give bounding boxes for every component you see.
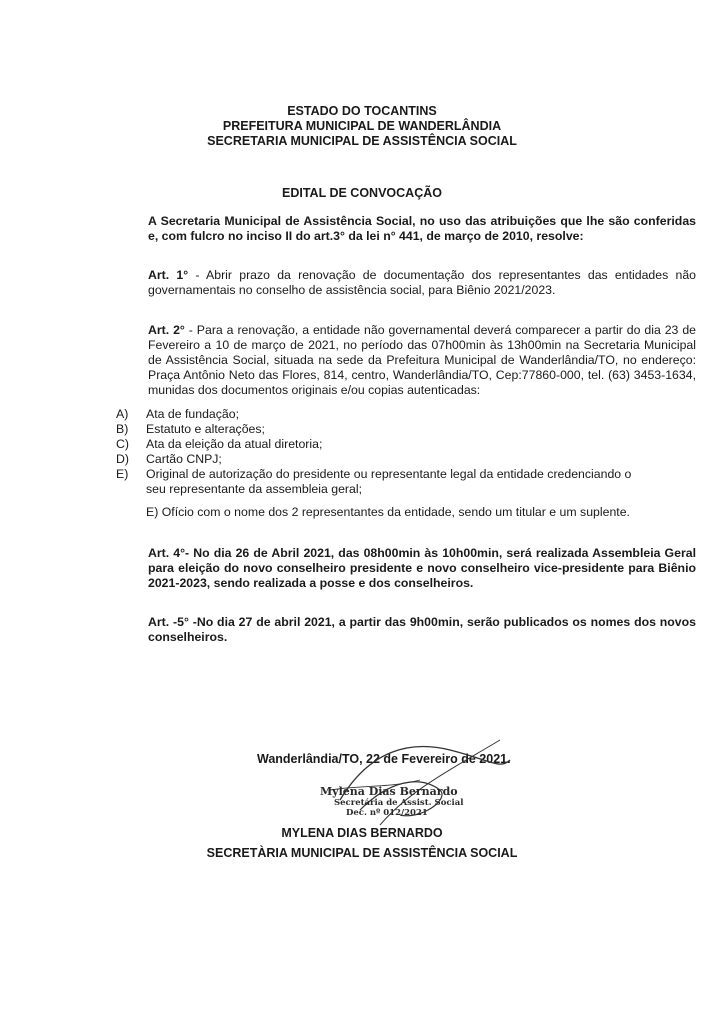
signatory-name: MYLENA DIAS BERNARDO	[281, 826, 443, 840]
list-marker: B)	[116, 422, 129, 436]
article-1	[104, 268, 696, 298]
signature-date: Wanderlândia/TO, 22 de Fevereiro de 2021.	[257, 752, 511, 766]
list-text: Ata de fundação;	[146, 407, 239, 421]
list-item	[116, 422, 652, 437]
list-marker: E)	[116, 467, 129, 481]
signature-stamp	[320, 785, 464, 818]
article-1-text: - Abrir prazo da renovação de documentação dos representantes das entidades não governamentais no conselho de assistência social, para Biênio 2021/2023.	[148, 268, 696, 297]
header-secretariat: SECRETARIA MUNICIPAL DE ASSISTÊNCIA SOCIAL	[207, 134, 517, 148]
list-marker: A)	[116, 407, 129, 421]
header-prefecture: PREFEITURA MUNICIPAL DE WANDERLÂNDIA	[222, 119, 502, 133]
article-2	[104, 323, 696, 398]
article-1-label: Art. 1°	[148, 268, 189, 282]
list-marker: C)	[116, 437, 129, 451]
document-title: EDITAL DE CONVOCAÇÃO	[282, 186, 442, 200]
extra-list-item: E) Ofício com o nome dos 2 representantes da entidade, sendo um titular e um suplente.	[146, 505, 630, 519]
stamp-role: Secretária de Assist. Social	[334, 798, 464, 808]
intro-paragraph: A Secretaria Municipal de Assistência Social, no uso das atribuições que lhe são conferidas e, com fulcro no inciso II do art.3° da lei n° 441, de março de 2010, resolve:	[148, 214, 696, 243]
document-list	[116, 407, 652, 497]
list-text: Ata da eleição da atual diretoria;	[146, 437, 323, 451]
article-5: Art. -5° -No dia 27 de abril 2021, a partir das 9h00min, serão publicados os nomes dos novos conselheiros.	[148, 615, 696, 644]
list-text: Estatuto e alterações;	[146, 422, 265, 436]
list-item	[116, 407, 652, 422]
stamp-name: Mylena Dias Bernardo	[320, 785, 458, 798]
article-2-label: Art. 2°	[148, 323, 185, 337]
header-state: ESTADO DO TOCANTINS	[287, 104, 437, 118]
list-item	[116, 437, 652, 452]
article-2-text: - Para a renovação, a entidade não governamental deverá comparecer a partir do dia 23 de Fevereiro a 10 de março de 2021, no período das 07h00min às 13h00min na Secretaria Municipal de Assistência Social, situada na sede da Prefeitura Municipal de Wanderlândia/TO, no endereço: Praça Antônio Neto das Flores, 814, centro, Wanderlândia/TO, Cep:77860-000, tel. (63) 3453-1634, munidas dos documentos originais e/ou copias autenticadas:	[148, 323, 696, 397]
list-item	[116, 467, 652, 497]
list-text: Original de autorização do presidente ou representante legal da entidade credenciando o seu representante da assembleia geral;	[146, 467, 632, 496]
list-item	[116, 452, 652, 467]
document-header	[0, 104, 724, 149]
list-marker: D)	[116, 452, 129, 466]
signatory-role: SECRETÀRIA MUNICIPAL DE ASSISTÊNCIA SOCIAL	[206, 846, 518, 860]
stamp-decree: Dec. nº 012/2021	[346, 808, 428, 818]
list-text: Cartão CNPJ;	[146, 452, 222, 466]
article-4: Art. 4°- No dia 26 de Abril 2021, das 08h00min às 10h00min, será realizada Assembleia Geral para eleição do novo conselheiro presidente e novo conselheiro vice-presidente para Biênio 2021-2023, sendo realizada a posse e dos conselheiros.	[148, 546, 696, 590]
